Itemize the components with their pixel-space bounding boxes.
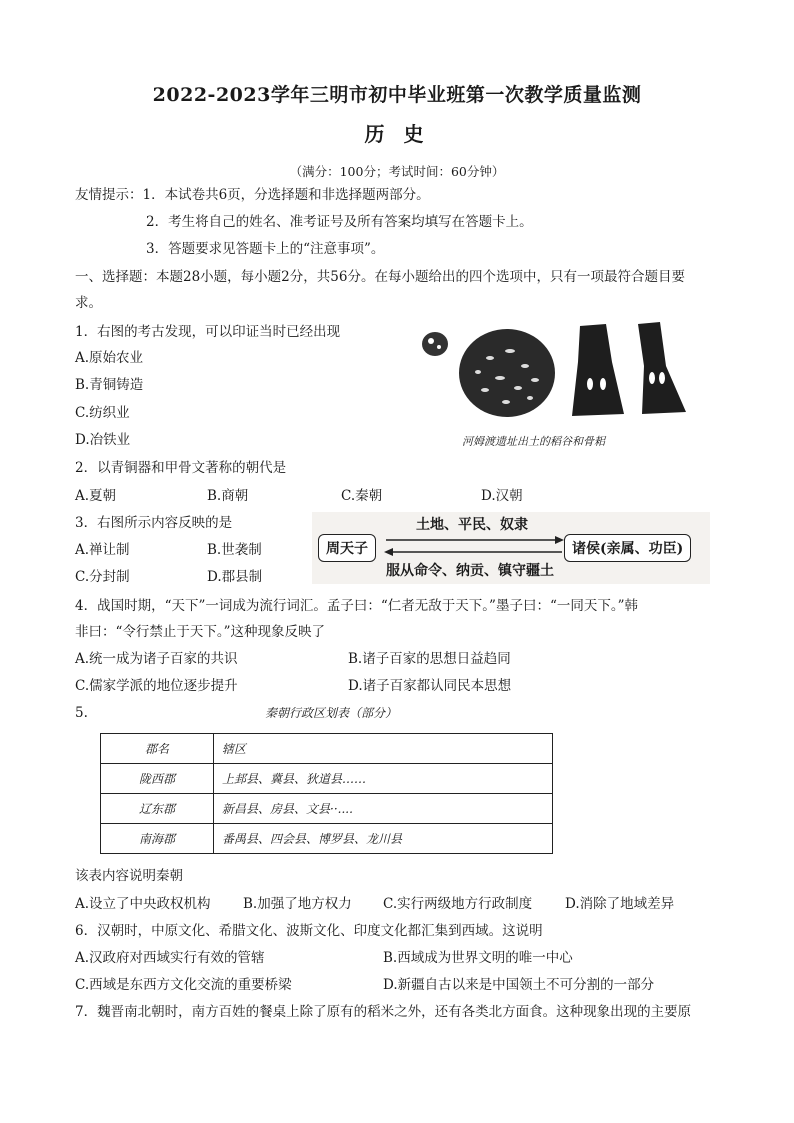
table-row bbox=[101, 764, 553, 794]
q2-option-d: D.汉朝 bbox=[481, 488, 523, 504]
table-header-cell: 辖区 bbox=[214, 734, 553, 764]
diagram-top-label: 土地、平民、奴隶 bbox=[416, 517, 528, 533]
exam-subject: 历 史 bbox=[364, 122, 430, 146]
tip-1: 友情提示：1．本试卷共6页，分选择题和非选择题两部分。 bbox=[75, 187, 430, 203]
table-cell: 上邽县、冀县、狄道县…… bbox=[214, 764, 553, 794]
q5-number: 5. bbox=[75, 705, 88, 721]
table-cell: 辽东郡 bbox=[101, 794, 214, 824]
rice-and-bone-spade-photo bbox=[410, 318, 700, 430]
rice-grain-small-icon bbox=[422, 332, 448, 356]
tip-2: 2．考生将自己的姓名、准考证号及所有答案均填写在答题卡上。 bbox=[146, 214, 533, 230]
q4-option-d: D.诸子百家都认同民本思想 bbox=[348, 678, 512, 694]
arrow-left-icon bbox=[384, 548, 393, 556]
q1-option-a: A.原始农业 bbox=[75, 350, 144, 366]
q1-photo-caption: 河姆渡遗址出土的稻谷和骨耜 bbox=[462, 435, 605, 448]
table-cell: 番禺县、四会县、博罗县、龙川县 bbox=[214, 824, 553, 854]
bone-spade-left-icon bbox=[572, 324, 624, 416]
rice-grain-pile-icon bbox=[459, 329, 555, 417]
table-row bbox=[101, 824, 553, 854]
table-cell: 南海郡 bbox=[101, 824, 214, 854]
q5-stem: 该表内容说明秦朝 bbox=[75, 868, 183, 884]
q4-option-a: A.统一成为诸子百家的共识 bbox=[75, 651, 238, 667]
q6-option-d: D.新疆自古以来是中国领土不可分割的一部分 bbox=[383, 977, 655, 993]
q5-table-title: 秦朝行政区划表（部分） bbox=[265, 706, 398, 720]
bone-spade-right-icon bbox=[638, 322, 686, 414]
diagram-right-box: 诸侯(亲属、功臣) bbox=[564, 534, 691, 562]
diagram-left-box: 周天子 bbox=[318, 534, 376, 562]
q3-option-b: B.世袭制 bbox=[207, 542, 262, 558]
q3-stem: 3．右图所示内容反映的是 bbox=[75, 515, 233, 531]
q1-option-b: B.青铜铸造 bbox=[75, 377, 144, 393]
q5-option-c: C.实行两级地方行政制度 bbox=[383, 896, 533, 912]
q6-option-c: C.西域是东西方文化交流的重要桥梁 bbox=[75, 977, 292, 993]
q2-option-c: C.秦朝 bbox=[341, 488, 383, 504]
q4-option-c: C.儒家学派的地位逐步提升 bbox=[75, 678, 238, 694]
arrow-right-icon bbox=[555, 536, 564, 544]
feudal-system-diagram bbox=[312, 512, 710, 584]
q4-option-b: B.诸子百家的思想日益趋同 bbox=[348, 651, 511, 667]
q6-stem: 6．汉朝时，中原文化、希腊文化、波斯文化、印度文化都汇集到西域。这说明 bbox=[75, 923, 543, 939]
q3-option-c: C.分封制 bbox=[75, 569, 130, 585]
q4-stem-line-2: 非曰：“令行禁止于天下。”这种现象反映了 bbox=[75, 624, 326, 640]
table-header-cell: 郡名 bbox=[101, 734, 214, 764]
q1-stem: 1．右图的考古发现，可以印证当时已经出现 bbox=[75, 324, 341, 340]
q2-stem: 2．以青铜器和甲骨文著称的朝代是 bbox=[75, 460, 287, 476]
q3-option-a: A.禅让制 bbox=[75, 542, 130, 558]
section-heading-line-2: 求。 bbox=[75, 295, 102, 311]
q5-option-b: B.加强了地方权力 bbox=[243, 896, 352, 912]
section-heading-line-1: 一、选择题：本题28小题，每小题2分，共56分。在每小题给出的四个选项中，只有一项最符合题目要 bbox=[75, 269, 685, 285]
table-cell: 陇西郡 bbox=[101, 764, 214, 794]
q5-option-a: A.设立了中央政权机构 bbox=[75, 896, 211, 912]
exam-meta: （满分：100分；考试时间：60分钟） bbox=[289, 164, 505, 179]
q1-option-d: D.冶铁业 bbox=[75, 432, 131, 448]
q5-option-d: D.消除了地域差异 bbox=[565, 896, 675, 912]
q2-option-a: A.夏朝 bbox=[75, 488, 117, 504]
tip-3: 3．答题要求见答题卡上的“注意事项”。 bbox=[146, 241, 385, 257]
table-cell: 新昌县、房县、文县··.... bbox=[214, 794, 553, 824]
q7-stem: 7．魏晋南北朝时，南方百姓的餐桌上除了原有的稻米之外，还有各类北方面食。这种现象出现的主要原 bbox=[75, 1004, 692, 1020]
diagram-bottom-label: 服从命令、纳贡、镇守疆土 bbox=[386, 563, 554, 579]
q1-option-c: C.纺织业 bbox=[75, 405, 130, 421]
q3-option-d: D.郡县制 bbox=[207, 569, 263, 585]
q6-option-b: B.西域成为世界文明的唯一中心 bbox=[383, 950, 573, 966]
exam-title: 2022-2023学年三明市初中毕业班第一次教学质量监测 bbox=[152, 84, 642, 106]
q4-stem-line-1: 4．战国时期，“天下”一词成为流行词汇。孟子曰：“仁者无敌于天下。”墨子曰：“一同天下。”韩 bbox=[75, 598, 638, 614]
q2-option-b: B.商朝 bbox=[207, 488, 249, 504]
qin-admin-table bbox=[100, 733, 553, 854]
table-header-row bbox=[101, 734, 553, 764]
q6-option-a: A.汉政府对西域实行有效的管辖 bbox=[75, 950, 265, 966]
table-row bbox=[101, 794, 553, 824]
